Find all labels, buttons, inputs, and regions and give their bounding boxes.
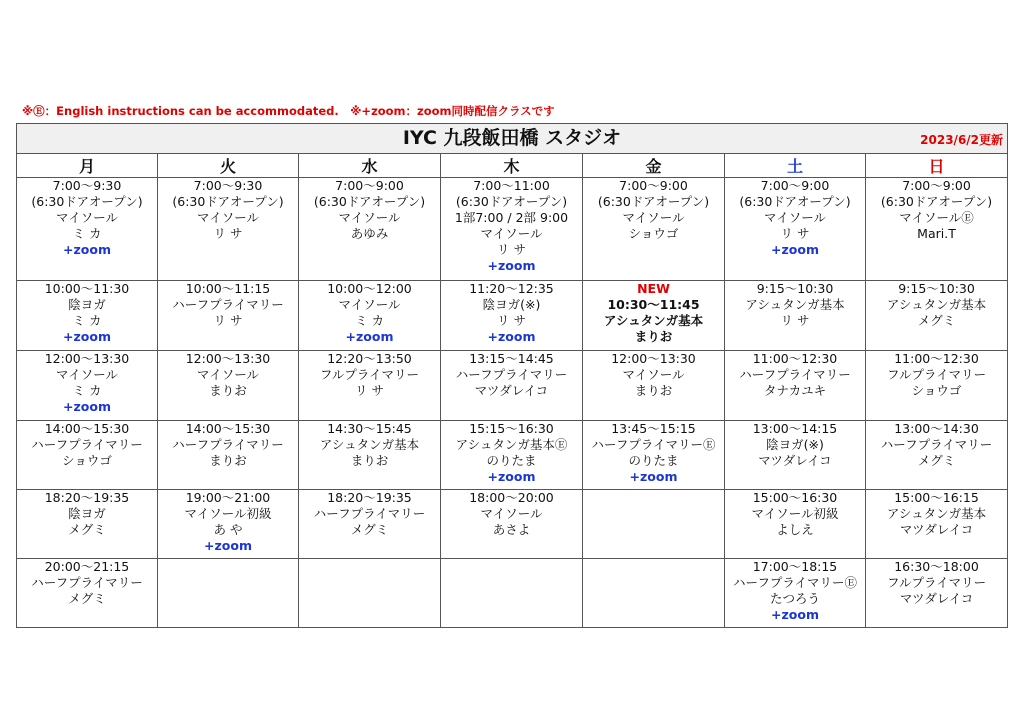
class-cell — [441, 351, 583, 421]
teacher-name: ショウゴ — [62, 453, 112, 468]
class-name: 陰ヨガ(※) — [766, 437, 824, 452]
class-time: 12:00〜13:30 — [185, 351, 271, 366]
title-cell — [17, 124, 1008, 154]
class-cell — [158, 178, 299, 281]
schedule-row — [17, 281, 1008, 351]
class-name: フルプライマリー — [886, 367, 987, 382]
teacher-name: メグミ — [917, 453, 956, 468]
class-time: 7:00〜9:30 — [193, 178, 263, 193]
door-open-note: (6:30ドアオープン) — [455, 194, 568, 209]
class-name: マイソール — [480, 506, 543, 521]
teacher-name: まりお — [350, 453, 389, 468]
class-cell — [158, 490, 299, 559]
class-cell — [158, 351, 299, 421]
zoom-badge: +zoom — [771, 242, 819, 257]
teacher-name: リ サ — [355, 383, 384, 398]
class-time: 13:00〜14:15 — [752, 421, 838, 436]
class-time: 9:15〜10:30 — [756, 281, 834, 296]
class-cell — [17, 559, 158, 628]
day-header-mon: 月 — [17, 154, 158, 178]
class-time: 7:00〜9:00 — [760, 178, 830, 193]
class-time: 10:00〜12:00 — [327, 281, 412, 296]
class-name: アシュタンガ基本 — [886, 297, 987, 312]
class-time: 15:00〜16:15 — [894, 490, 979, 505]
teacher-name: リ サ — [213, 226, 243, 241]
class-cell — [299, 490, 441, 559]
class-cell — [583, 281, 725, 351]
class-time: 7:00〜9:30 — [52, 178, 122, 193]
zoom-badge: +zoom — [487, 258, 536, 273]
class-time: 10:00〜11:30 — [44, 281, 130, 296]
teacher-name: あ や — [213, 522, 243, 537]
class-name: ハーフプライマリーⒺ — [591, 437, 716, 452]
updated-date: 2023/6/2更新 — [920, 133, 1004, 147]
class-cell — [441, 178, 583, 281]
class-time: 18:00〜20:00 — [469, 490, 554, 505]
class-cell — [725, 178, 866, 281]
teacher-name: タナカユキ — [763, 383, 827, 398]
class-time: 11:00〜12:30 — [894, 351, 979, 366]
zoom-badge: +zoom — [204, 538, 252, 553]
class-time: 7:00〜9:00 — [335, 178, 404, 193]
class-name: ハーフプライマリー — [31, 575, 143, 590]
teacher-name: ミ カ — [355, 313, 384, 328]
class-name: マイソール — [55, 367, 118, 382]
schedule-body — [17, 178, 1008, 628]
schedule-row — [17, 351, 1008, 421]
teacher-name: あゆみ — [350, 226, 389, 241]
class-cell — [866, 421, 1008, 490]
door-open-note: (6:30ドアオープン) — [739, 194, 851, 209]
teacher-name: のりたま — [486, 453, 537, 468]
class-time: 12:00〜13:30 — [44, 351, 130, 366]
class-name: アシュタンガ基本 — [745, 297, 845, 312]
class-cell — [866, 178, 1008, 281]
zoom-badge: +zoom — [629, 469, 678, 484]
class-name: マイソール — [338, 297, 401, 312]
day-header-wed: 水 — [299, 154, 441, 178]
class-name: ハーフプライマリー — [172, 437, 284, 452]
class-cell — [725, 421, 866, 490]
teacher-name: よしえ — [776, 522, 814, 537]
zoom-badge: +zoom — [487, 329, 536, 344]
teacher-name: マツダレイコ — [899, 522, 974, 537]
class-cell — [583, 421, 725, 490]
class-name: マイソール初級 — [184, 506, 272, 521]
teacher-name: リ サ — [497, 242, 526, 257]
class-name: ハーフプライマリー — [31, 437, 143, 452]
class-name: ハーフプライマリーⒺ — [732, 575, 857, 590]
class-cell — [441, 421, 583, 490]
page-title: IYC 九段飯田橋 スタジオ — [402, 127, 622, 149]
class-time: 15:00〜16:30 — [752, 490, 838, 505]
class-cell — [441, 559, 583, 628]
class-name: マイソール初級 — [751, 506, 839, 521]
class-time: 18:20〜19:35 — [44, 490, 130, 505]
class-cell — [866, 559, 1008, 628]
class-cell — [299, 351, 441, 421]
teacher-name: ショウゴ — [911, 383, 962, 398]
teacher-name: マツダレイコ — [899, 591, 974, 606]
class-time: 14:00〜15:30 — [185, 421, 271, 436]
class-name: 陰ヨガ — [68, 506, 106, 521]
class-name: アシュタンガ基本Ⓔ — [455, 437, 568, 452]
day-header-row — [17, 154, 1008, 178]
day-header-thu: 木 — [441, 154, 583, 178]
schedule-table — [16, 123, 1008, 628]
class-cell — [583, 490, 725, 559]
door-open-note: (6:30ドアオープン) — [31, 194, 143, 209]
day-header-tue: 火 — [158, 154, 299, 178]
class-name: ハーフプライマリー — [172, 297, 284, 312]
class-cell — [17, 351, 158, 421]
teacher-name: のりたま — [628, 453, 679, 468]
teacher-name: リ サ — [497, 313, 526, 328]
class-name: マイソール — [55, 210, 118, 225]
teacher-name: ミ カ — [72, 226, 102, 241]
teacher-name: メグミ — [68, 522, 106, 537]
teacher-name: メグミ — [350, 522, 389, 537]
class-name: マイソール — [622, 367, 685, 382]
class-time: 11:20〜12:35 — [469, 281, 554, 296]
class-name: ハーフプライマリー — [313, 506, 426, 521]
class-time: 15:15〜16:30 — [469, 421, 554, 436]
class-name: マイソール — [763, 210, 826, 225]
zoom-badge: +zoom — [487, 469, 536, 484]
class-cell — [866, 351, 1008, 421]
teacher-name: たつろう — [769, 591, 820, 606]
class-time: 20:00〜21:15 — [44, 559, 130, 574]
door-open-note: (6:30ドアオープン) — [172, 194, 284, 209]
class-cell — [17, 421, 158, 490]
class-name: アシュタンガ基本 — [886, 506, 987, 521]
class-name: マイソール — [196, 210, 259, 225]
teacher-name: あさよ — [492, 522, 531, 537]
teacher-name: ミ カ — [72, 383, 102, 398]
class-time: 16:30〜18:00 — [894, 559, 979, 574]
teacher-name: まりお — [634, 383, 673, 398]
class-time: 13:45〜15:15 — [611, 421, 696, 436]
class-name: 陰ヨガ(※) — [482, 297, 541, 312]
class-cell — [299, 281, 441, 351]
teacher-name: ショウゴ — [628, 226, 679, 241]
class-time: 13:00〜14:30 — [894, 421, 979, 436]
door-open-note: (6:30ドアオープン) — [597, 194, 710, 209]
class-name: フルプライマリー — [319, 367, 420, 382]
class-name: マイソール — [196, 367, 259, 382]
schedule-row — [17, 178, 1008, 281]
door-open-note: (6:30ドアオープン) — [313, 194, 426, 209]
class-cell — [583, 559, 725, 628]
class-time: 10:30〜11:45 — [607, 297, 700, 312]
schedule-row — [17, 490, 1008, 559]
class-time: 18:20〜19:35 — [327, 490, 412, 505]
class-cell — [299, 178, 441, 281]
class-time: 19:00〜21:00 — [185, 490, 271, 505]
class-name: ハーフプライマリー — [739, 367, 851, 382]
teacher-name: Mari.T — [917, 226, 956, 241]
class-cell — [866, 490, 1008, 559]
day-header-sat: 土 — [725, 154, 866, 178]
class-time: 12:20〜13:50 — [327, 351, 412, 366]
class-time: 17:00〜18:15 — [752, 559, 838, 574]
class-cell — [299, 421, 441, 490]
teacher-name: まりお — [634, 329, 673, 344]
teacher-name: メグミ — [68, 591, 106, 606]
class-cell — [17, 281, 158, 351]
class-name: マイソール — [480, 226, 543, 241]
teacher-name: リ サ — [780, 313, 810, 328]
class-cell — [725, 559, 866, 628]
class-name: 陰ヨガ — [68, 297, 106, 312]
class-cell — [441, 281, 583, 351]
teacher-name: ミ カ — [72, 313, 102, 328]
zoom-badge: +zoom — [771, 607, 819, 622]
class-cell — [158, 281, 299, 351]
teacher-name: マツダレイコ — [474, 383, 549, 398]
class-cell — [299, 559, 441, 628]
class-time: 11:00〜12:30 — [752, 351, 838, 366]
class-time: 7:00〜9:00 — [619, 178, 688, 193]
new-badge: NEW — [637, 281, 670, 296]
class-time: 10:00〜11:15 — [185, 281, 271, 296]
notice-text: ※Ⓔ：English instructions can be accommodated. ※+zoom：zoom同時配信クラスです — [22, 104, 555, 118]
class-name: マイソール — [622, 210, 685, 225]
teacher-name: リ サ — [213, 313, 243, 328]
schedule-row — [17, 421, 1008, 490]
class-cell — [583, 178, 725, 281]
class-cell — [441, 490, 583, 559]
class-time: 9:15〜10:30 — [898, 281, 975, 296]
class-time: 14:30〜15:45 — [327, 421, 412, 436]
day-header-fri: 金 — [583, 154, 725, 178]
class-name: アシュタンガ基本 — [603, 313, 704, 328]
class-time: 13:15〜14:45 — [469, 351, 554, 366]
class-cell — [583, 351, 725, 421]
session-parts: 1部7:00 / 2部 9:00 — [454, 210, 569, 225]
day-header-sun: 日 — [866, 154, 1008, 178]
zoom-badge: +zoom — [345, 329, 394, 344]
teacher-name: リ サ — [780, 226, 810, 241]
class-name: マイソール — [338, 210, 401, 225]
teacher-name: マツダレイコ — [758, 453, 832, 468]
class-cell — [725, 281, 866, 351]
class-cell — [866, 281, 1008, 351]
class-cell — [17, 490, 158, 559]
class-cell — [725, 490, 866, 559]
teacher-name: メグミ — [917, 313, 956, 328]
class-name: ハーフプライマリー — [880, 437, 993, 452]
class-cell — [725, 351, 866, 421]
class-time: 14:00〜15:30 — [44, 421, 130, 436]
title-row — [17, 124, 1008, 154]
class-cell — [17, 178, 158, 281]
class-time: 7:00〜9:00 — [902, 178, 971, 193]
schedule-row — [17, 559, 1008, 628]
class-name: マイソールⒺ — [899, 210, 974, 225]
zoom-badge: +zoom — [63, 329, 111, 344]
zoom-badge: +zoom — [63, 242, 111, 257]
zoom-badge: +zoom — [63, 399, 111, 414]
class-name: ハーフプライマリー — [455, 367, 568, 382]
class-cell — [158, 559, 299, 628]
teacher-name: まりお — [209, 453, 247, 468]
teacher-name: まりお — [209, 383, 247, 398]
class-time: 7:00〜11:00 — [473, 178, 550, 193]
class-cell — [158, 421, 299, 490]
door-open-note: (6:30ドアオープン) — [880, 194, 993, 209]
class-time: 12:00〜13:30 — [611, 351, 696, 366]
class-name: フルプライマリー — [886, 575, 987, 590]
class-name: アシュタンガ基本 — [319, 437, 420, 452]
